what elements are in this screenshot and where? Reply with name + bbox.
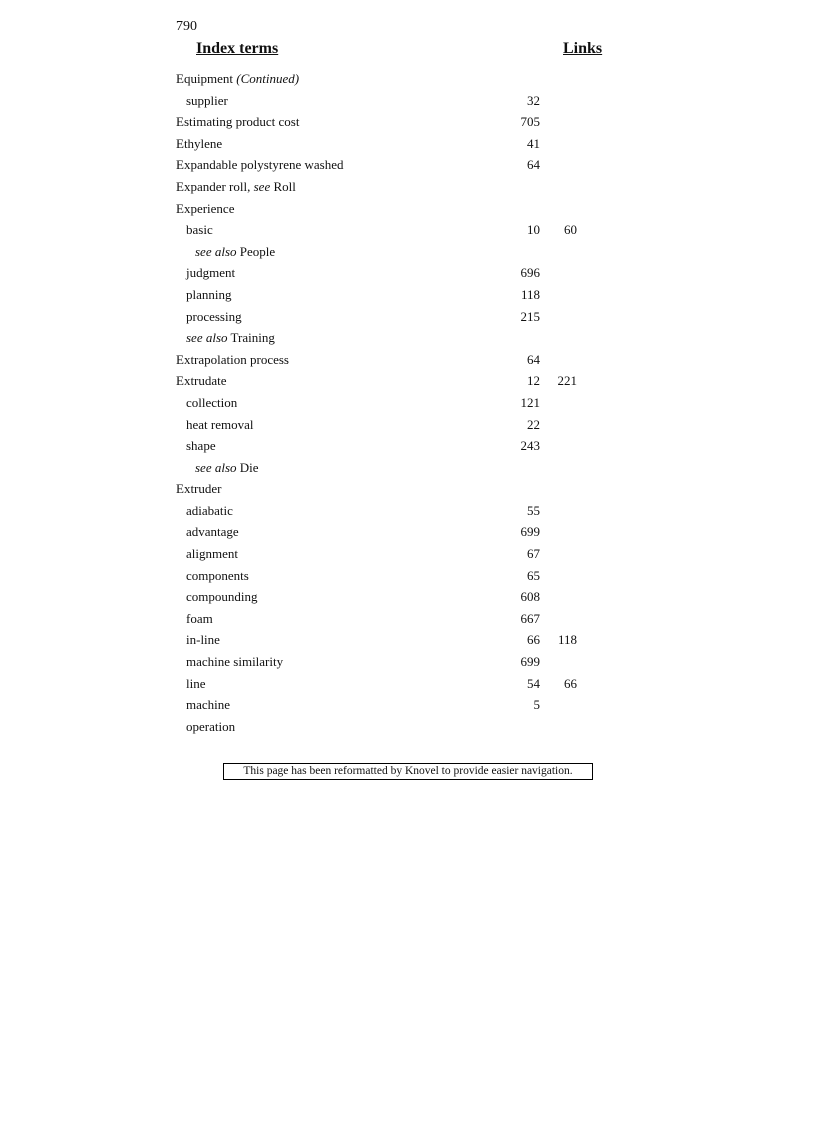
page-link[interactable]: 55 bbox=[527, 502, 540, 518]
page-link[interactable]: 66 bbox=[527, 632, 540, 648]
page-link[interactable]: 65 bbox=[527, 567, 540, 583]
index-entry bbox=[0, 673, 816, 695]
index-entry bbox=[0, 500, 816, 522]
knovel-reformat-notice: This page has been reformatted by Knovel to provide easier navigation. bbox=[223, 763, 593, 780]
index-term: machine similarity bbox=[186, 654, 284, 670]
index-entry bbox=[0, 565, 816, 587]
index-term: see also People bbox=[195, 243, 276, 259]
index-term: Experience bbox=[176, 200, 235, 216]
index-term: Estimating product cost bbox=[176, 114, 300, 130]
index-term: basic bbox=[186, 222, 213, 238]
index-entry bbox=[0, 694, 816, 716]
index-entries bbox=[0, 68, 816, 737]
index-entry bbox=[0, 716, 816, 738]
index-entry bbox=[0, 543, 816, 565]
index-entry bbox=[0, 241, 816, 263]
page-link[interactable]: 10 bbox=[527, 222, 540, 238]
index-term: machine bbox=[186, 697, 231, 713]
index-entry bbox=[0, 370, 816, 392]
page-link[interactable]: 243 bbox=[520, 438, 540, 454]
page-link[interactable]: 667 bbox=[520, 610, 540, 626]
index-entry bbox=[0, 414, 816, 436]
index-entry bbox=[0, 176, 816, 198]
index-entry bbox=[0, 68, 816, 90]
page-link[interactable]: 32 bbox=[527, 92, 540, 108]
index-entry bbox=[0, 133, 816, 155]
index-entry bbox=[0, 262, 816, 284]
page-link[interactable]: 64 bbox=[527, 157, 540, 173]
index-term: components bbox=[186, 567, 249, 583]
index-term: see also Die bbox=[195, 459, 259, 475]
cross-reference-link[interactable]: Roll bbox=[270, 178, 296, 194]
index-term: Equipment (Continued) bbox=[176, 71, 300, 86]
page-link[interactable]: 696 bbox=[520, 265, 540, 281]
page-link[interactable]: 118 bbox=[520, 286, 540, 302]
page-link[interactable]: 608 bbox=[520, 589, 540, 605]
index-entry bbox=[0, 392, 816, 414]
index-term: Extrudate bbox=[176, 373, 227, 389]
page-link[interactable]: 54 bbox=[527, 675, 540, 691]
index-term: Expander roll, see Roll bbox=[176, 178, 296, 194]
index-term: in-line bbox=[186, 632, 220, 648]
page-link[interactable]: 60 bbox=[564, 222, 577, 238]
index-entry bbox=[0, 306, 816, 328]
page-link[interactable]: 705 bbox=[520, 114, 540, 130]
index-term: compounding bbox=[186, 589, 258, 605]
index-entry bbox=[0, 327, 816, 349]
index-term: supplier bbox=[186, 92, 228, 108]
page-link[interactable]: 121 bbox=[520, 394, 540, 410]
index-term: alignment bbox=[186, 546, 238, 562]
index-term: adiabatic bbox=[186, 502, 233, 518]
index-term: Ethylene bbox=[176, 135, 223, 151]
index-term: Extrapolation process bbox=[176, 351, 289, 367]
index-terms-header: Index terms bbox=[196, 40, 279, 57]
index-entry bbox=[0, 198, 816, 220]
index-entry bbox=[0, 457, 816, 479]
page-link[interactable]: 221 bbox=[557, 373, 577, 389]
index-entry bbox=[0, 608, 816, 630]
index-entry bbox=[0, 521, 816, 543]
index-entry bbox=[0, 219, 816, 241]
page-link[interactable]: 41 bbox=[527, 135, 540, 151]
index-entry bbox=[0, 586, 816, 608]
index-term: Extruder bbox=[176, 481, 222, 497]
cross-reference-link[interactable]: People bbox=[236, 243, 276, 259]
index-entry bbox=[0, 651, 816, 673]
cross-reference-link[interactable]: Training bbox=[227, 330, 275, 346]
page-link[interactable]: 64 bbox=[527, 351, 540, 367]
index-term: judgment bbox=[186, 265, 236, 281]
index-term: collection bbox=[186, 394, 238, 410]
index-term: shape bbox=[186, 438, 216, 454]
page-link[interactable]: 22 bbox=[527, 416, 540, 432]
index-entry bbox=[0, 111, 816, 133]
index-entry bbox=[0, 478, 816, 500]
page-number: 790 bbox=[176, 19, 197, 34]
page-link[interactable]: 699 bbox=[520, 524, 540, 540]
index-term: Expandable polystyrene washed bbox=[176, 157, 344, 173]
index-entry bbox=[0, 154, 816, 176]
index-term: foam bbox=[186, 610, 213, 626]
index-entry bbox=[0, 435, 816, 457]
index-term: operation bbox=[186, 718, 236, 734]
page-link[interactable]: 118 bbox=[557, 632, 577, 648]
cross-reference-link[interactable]: Die bbox=[236, 459, 259, 475]
index-entry bbox=[0, 90, 816, 112]
index-entry bbox=[0, 629, 816, 651]
index-term: planning bbox=[186, 286, 232, 302]
index-term: advantage bbox=[186, 524, 239, 540]
index-entry bbox=[0, 349, 816, 371]
index-term: heat removal bbox=[186, 416, 254, 432]
index-term: see also Training bbox=[186, 330, 275, 346]
page-link[interactable]: 215 bbox=[520, 308, 540, 324]
page-link[interactable]: 699 bbox=[520, 654, 540, 670]
page-link[interactable]: 66 bbox=[564, 675, 577, 691]
page-link[interactable]: 5 bbox=[533, 697, 540, 713]
page-link[interactable]: 12 bbox=[527, 373, 540, 389]
index-term: line bbox=[186, 675, 206, 691]
links-header: Links bbox=[563, 40, 603, 57]
index-term: processing bbox=[186, 308, 242, 324]
index-entry bbox=[0, 284, 816, 306]
page-link[interactable]: 67 bbox=[527, 546, 540, 562]
